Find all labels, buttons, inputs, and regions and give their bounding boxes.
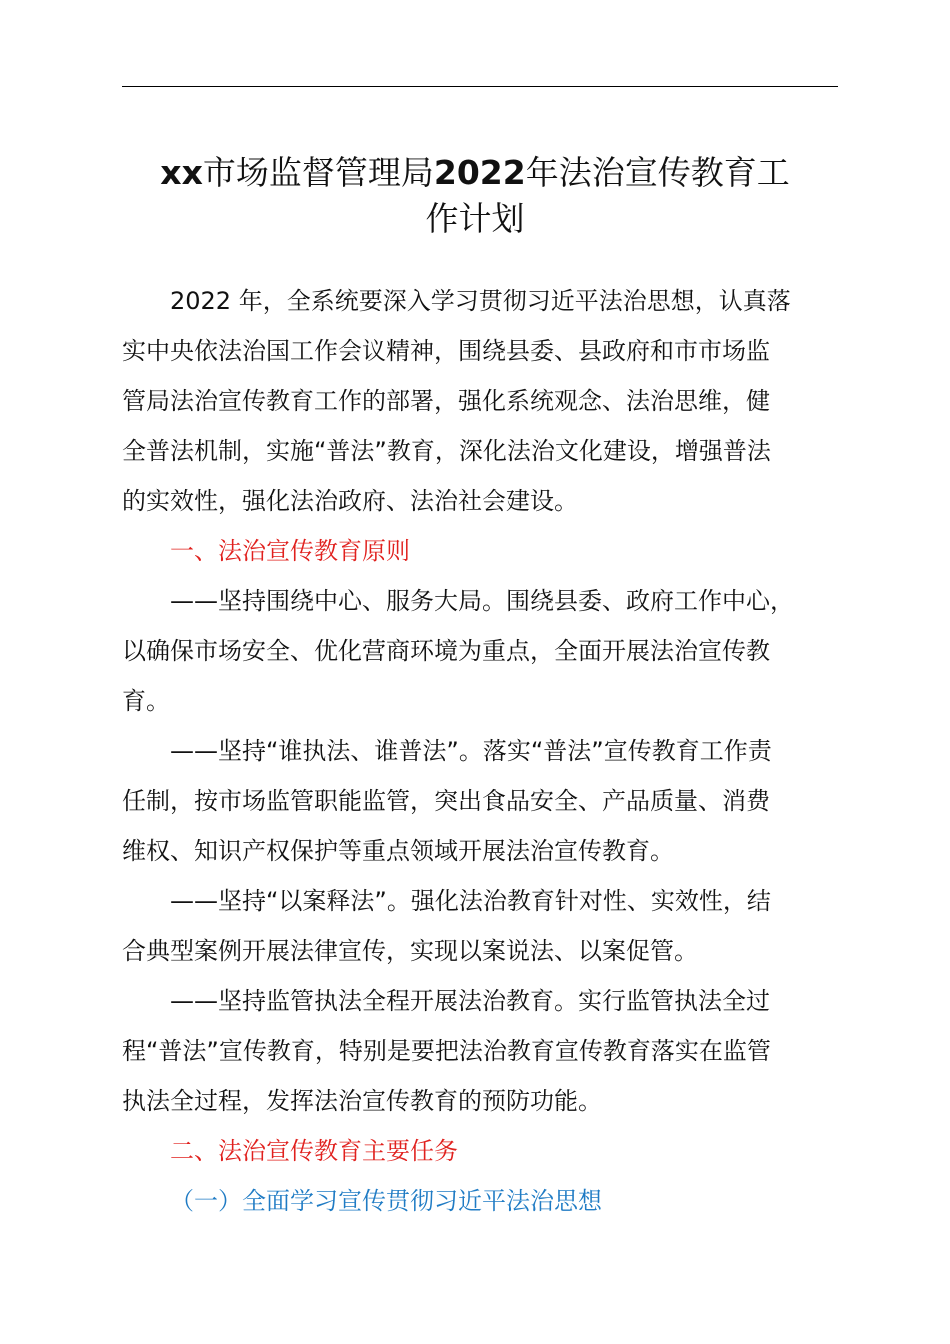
intro-line: 管局法治宣传教育工作的部署，强化系统观念、法治思维，健: [122, 387, 770, 415]
principle-line: 任制，按市场监管职能监管，突出食品安全、产品质量、消费: [122, 787, 770, 815]
principle-line: 合典型案例开展法律宣传，实现以案说法、以案促管。: [122, 937, 698, 965]
title-suffix: 年法治宣传教育工: [525, 153, 790, 192]
intro-line: 的实效性，强化法治政府、法治社会建设。: [122, 487, 578, 515]
title-prefix: xx: [160, 153, 203, 192]
principle-line: 维权、知识产权保护等重点领域开展法治宣传教育。: [122, 837, 674, 865]
document-body: [122, 276, 838, 1226]
subsection-heading: （一）全面学习宣传贯彻习近平法治思想: [170, 1187, 602, 1215]
title-line-2: 作计划: [425, 199, 525, 238]
intro-line: 2022 年，全系统要深入学习贯彻习近平法治思想，认真落: [170, 287, 791, 315]
intro-line: 实中央依法治国工作会议精神，围绕县委、县政府和市市场监: [122, 337, 770, 365]
principle-line: 育。: [122, 687, 170, 715]
principle-line: 程“普法”宣传教育，特别是要把法治教育宣传教育落实在监管: [122, 1037, 771, 1065]
intro-line: 全普法机制，实施“普法”教育，深化法治文化建设，增强普法: [122, 437, 771, 465]
title-org: 市场监督管理局: [202, 153, 434, 192]
title-year: 2022: [433, 153, 526, 192]
section-heading-tasks: 二、法治宣传教育主要任务: [170, 1137, 458, 1165]
principle-line: 执法全过程，发挥法治宣传教育的预防功能。: [122, 1087, 602, 1115]
section-heading-principles: 一、法治宣传教育原则: [170, 537, 410, 565]
principle-paragraph: [122, 976, 838, 1126]
intro-paragraph: [122, 276, 838, 526]
document-title: [100, 150, 850, 242]
principle-line: ——坚持“谁执法、谁普法”。落实“普法”宣传教育工作责: [170, 737, 772, 765]
principle-line: ——坚持围绕中心、服务大局。围绕县委、政府工作中心，: [170, 587, 794, 615]
header-rule: [122, 86, 838, 87]
title-line-1: [100, 150, 850, 196]
principle-paragraph: [122, 576, 838, 726]
principle-paragraph: [122, 876, 838, 976]
principle-paragraph: [122, 726, 838, 876]
principle-line: ——坚持监管执法全程开展法治教育。实行监管执法全过: [170, 987, 770, 1015]
principle-line: 以确保市场安全、优化营商环境为重点，全面开展法治宣传教: [122, 637, 770, 665]
principle-line: ——坚持“以案释法”。强化法治教育针对性、实效性，结: [170, 887, 771, 915]
